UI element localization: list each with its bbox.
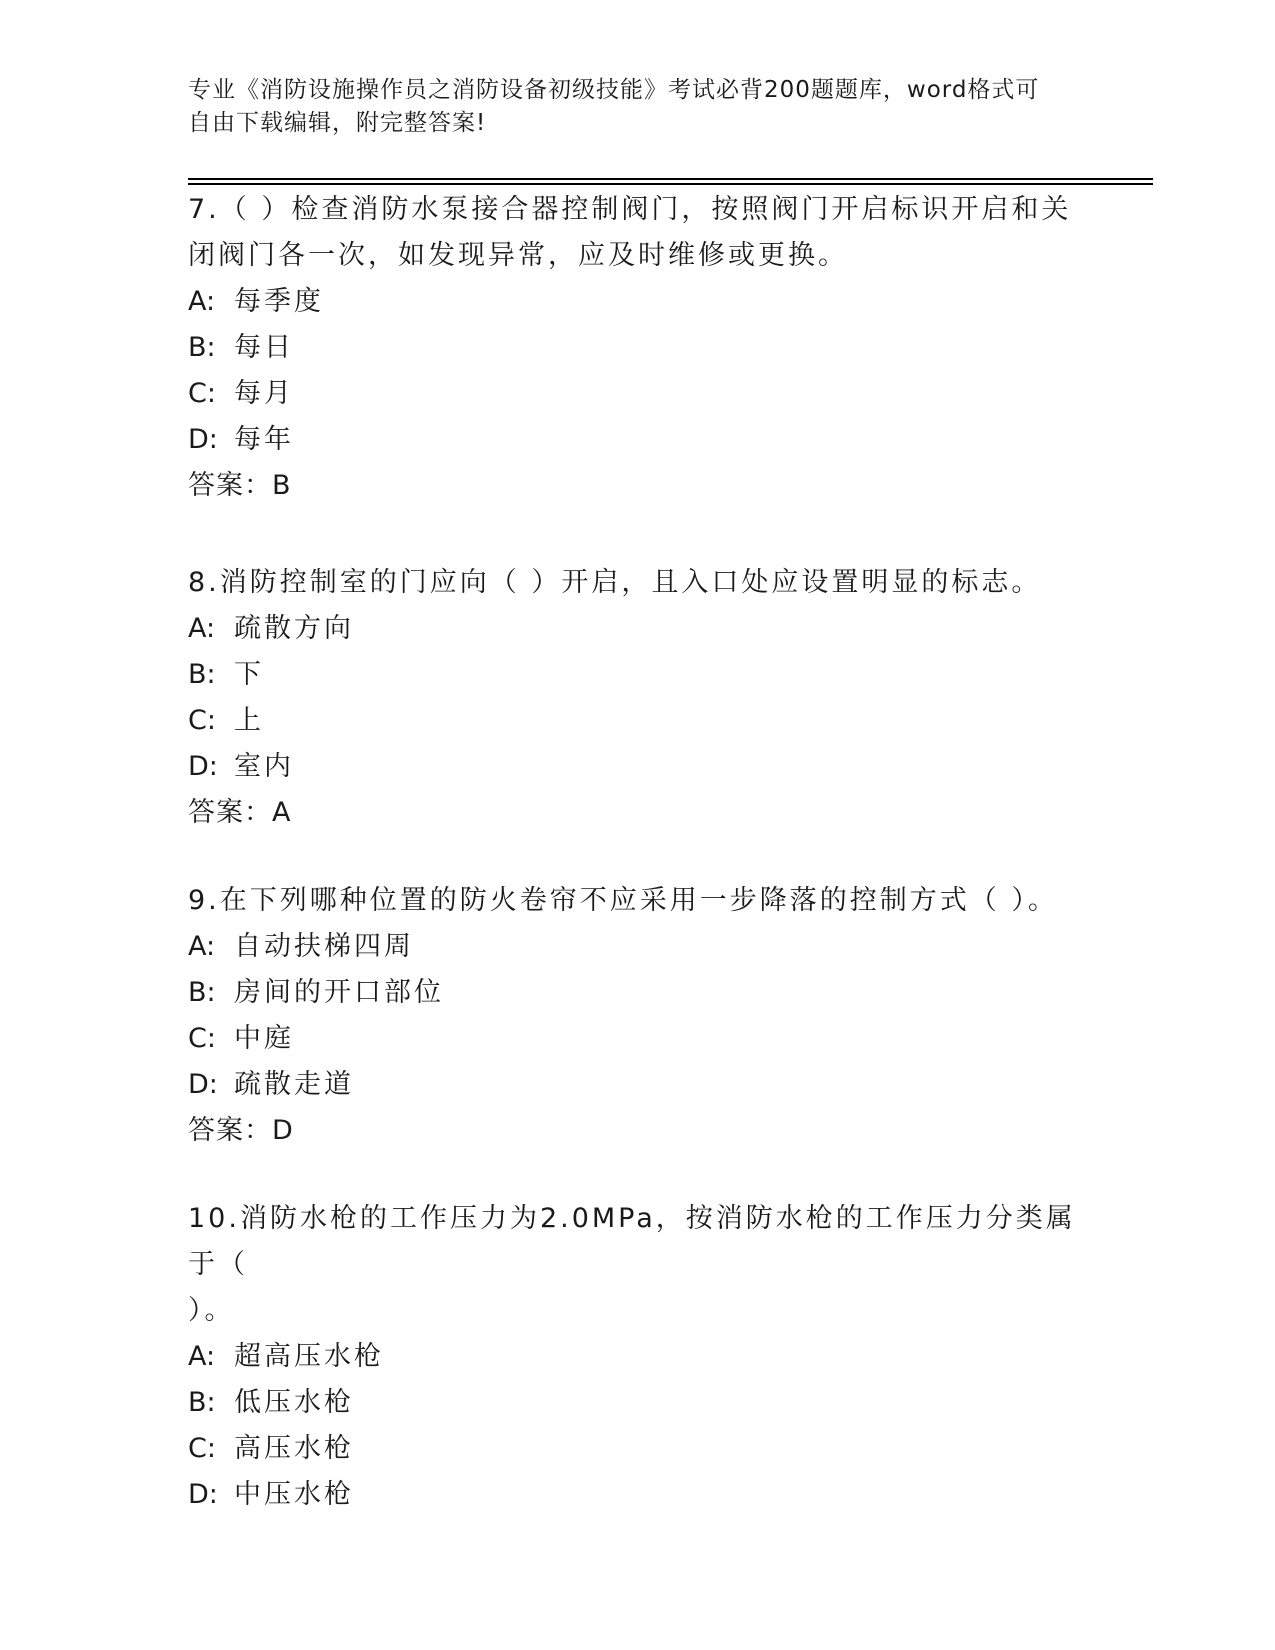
option-b bbox=[188, 970, 1088, 1016]
option-letter: D: bbox=[188, 424, 218, 455]
option-d bbox=[188, 1062, 1088, 1108]
document-header bbox=[188, 74, 1088, 140]
option-c bbox=[188, 1016, 1088, 1062]
header-rule-top bbox=[188, 178, 1153, 180]
option-letter: A: bbox=[188, 613, 216, 644]
option-text: 超高压水枪 bbox=[234, 1341, 384, 1372]
header-line-2: 自由下载编辑，附完整答案! bbox=[188, 110, 487, 136]
option-text: 高压水枪 bbox=[234, 1433, 354, 1464]
option-d bbox=[188, 744, 1088, 790]
option-letter: C: bbox=[188, 1433, 216, 1464]
question-text-line: 7.（ ）检查消防水泵接合器控制阀门，按照阀门开启标识开启和关 bbox=[188, 194, 1072, 225]
option-letter: A: bbox=[188, 1341, 216, 1372]
option-b bbox=[188, 325, 1088, 371]
question-text-line: ）。 bbox=[188, 1295, 235, 1326]
question-10 bbox=[188, 1196, 1088, 1518]
option-letter: A: bbox=[188, 931, 216, 962]
option-letter: B: bbox=[188, 977, 216, 1008]
option-c bbox=[188, 698, 1088, 744]
question-text-line: 10.消防水枪的工作压力为2.0MPa，按消防水枪的工作压力分类属于（ bbox=[188, 1203, 1076, 1280]
option-b bbox=[188, 1380, 1088, 1426]
header-line-1: 专业《消防设施操作员之消防设备初级技能》考试必背200题题库，word格式可 bbox=[188, 77, 1040, 103]
option-a bbox=[188, 606, 1088, 652]
option-letter: C: bbox=[188, 1023, 216, 1054]
question-text-line: 8.消防控制室的门应向（ ）开启，且入口处应设置明显的标志。 bbox=[188, 567, 1042, 598]
answer: 答案：A bbox=[188, 797, 292, 828]
option-text: 中压水枪 bbox=[234, 1479, 354, 1510]
option-a bbox=[188, 924, 1088, 970]
option-c bbox=[188, 1426, 1088, 1472]
option-d bbox=[188, 417, 1088, 463]
question-9 bbox=[188, 878, 1088, 1154]
option-text: 房间的开口部位 bbox=[234, 977, 444, 1008]
option-text: 自动扶梯四周 bbox=[234, 931, 414, 962]
option-text: 疏散走道 bbox=[234, 1069, 354, 1100]
option-b bbox=[188, 652, 1088, 698]
option-text: 每日 bbox=[234, 332, 294, 363]
option-text: 每月 bbox=[234, 378, 294, 409]
option-letter: C: bbox=[188, 378, 216, 409]
option-letter: B: bbox=[188, 659, 216, 690]
question-text-line: 9.在下列哪种位置的防火卷帘不应采用一步降落的控制方式（ ）。 bbox=[188, 885, 1058, 916]
question-8 bbox=[188, 560, 1088, 836]
option-text: 下 bbox=[234, 659, 264, 690]
option-letter: D: bbox=[188, 751, 218, 782]
option-a bbox=[188, 1334, 1088, 1380]
option-c bbox=[188, 371, 1088, 417]
option-text: 中庭 bbox=[234, 1023, 294, 1054]
answer: 答案：B bbox=[188, 470, 292, 501]
question-text-line: 闭阀门各一次，如发现异常，应及时维修或更换。 bbox=[188, 240, 848, 271]
answer: 答案：D bbox=[188, 1115, 294, 1146]
option-letter: B: bbox=[188, 1387, 216, 1418]
option-letter: D: bbox=[188, 1069, 218, 1100]
option-letter: D: bbox=[188, 1479, 218, 1510]
question-7 bbox=[188, 187, 1088, 509]
option-letter: B: bbox=[188, 332, 216, 363]
option-text: 低压水枪 bbox=[234, 1387, 354, 1418]
option-a bbox=[188, 279, 1088, 325]
option-text: 每季度 bbox=[234, 286, 324, 317]
header-rule-bottom bbox=[188, 183, 1153, 185]
option-text: 疏散方向 bbox=[234, 613, 354, 644]
option-text: 室内 bbox=[234, 751, 294, 782]
option-d bbox=[188, 1472, 1088, 1518]
option-text: 上 bbox=[234, 705, 264, 736]
option-text: 每年 bbox=[234, 424, 294, 455]
option-letter: C: bbox=[188, 705, 216, 736]
option-letter: A: bbox=[188, 286, 216, 317]
